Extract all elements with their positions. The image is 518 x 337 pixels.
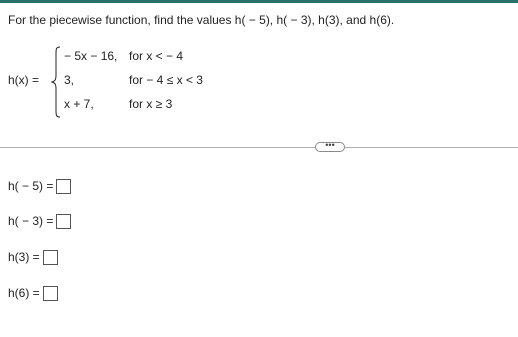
case-2-condition: for − 4 ≤ x < 3 (129, 73, 203, 87)
expand-more-button[interactable] (315, 142, 345, 152)
case-1-expression: − 5x − 16, (64, 49, 118, 63)
case-3-condition: for x ≥ 3 (129, 97, 173, 111)
answer-row-h-6 (8, 284, 58, 302)
case-1-condition: for x < − 4 (129, 49, 184, 63)
question-text: For the piecewise function, find the values h( − 5), h( − 3), h(3), and h(6). (8, 13, 395, 27)
section-divider (0, 147, 518, 148)
answer-label: h( − 5) = (8, 179, 54, 193)
case-3-expression: x + 7, (64, 97, 94, 111)
top-accent-bar (0, 0, 518, 3)
piecewise-definition (8, 46, 268, 124)
answer-input-h-6[interactable] (43, 286, 58, 301)
answer-row-h-neg3 (8, 212, 71, 230)
answer-input-h-3[interactable] (43, 250, 58, 265)
function-label: h(x) = (8, 73, 40, 87)
answer-row-h-3 (8, 248, 58, 266)
answer-row-h-neg5 (8, 177, 71, 195)
answer-label: h(3) = (8, 250, 40, 264)
case-2-expression: 3, (64, 73, 75, 87)
answer-label: h( − 3) = (8, 214, 54, 228)
more-dots-icon: ••• (325, 140, 335, 150)
answer-input-h-neg3[interactable] (56, 214, 71, 229)
left-brace-icon (51, 46, 61, 118)
answer-label: h(6) = (8, 286, 40, 300)
answer-input-h-neg5[interactable] (56, 179, 71, 194)
